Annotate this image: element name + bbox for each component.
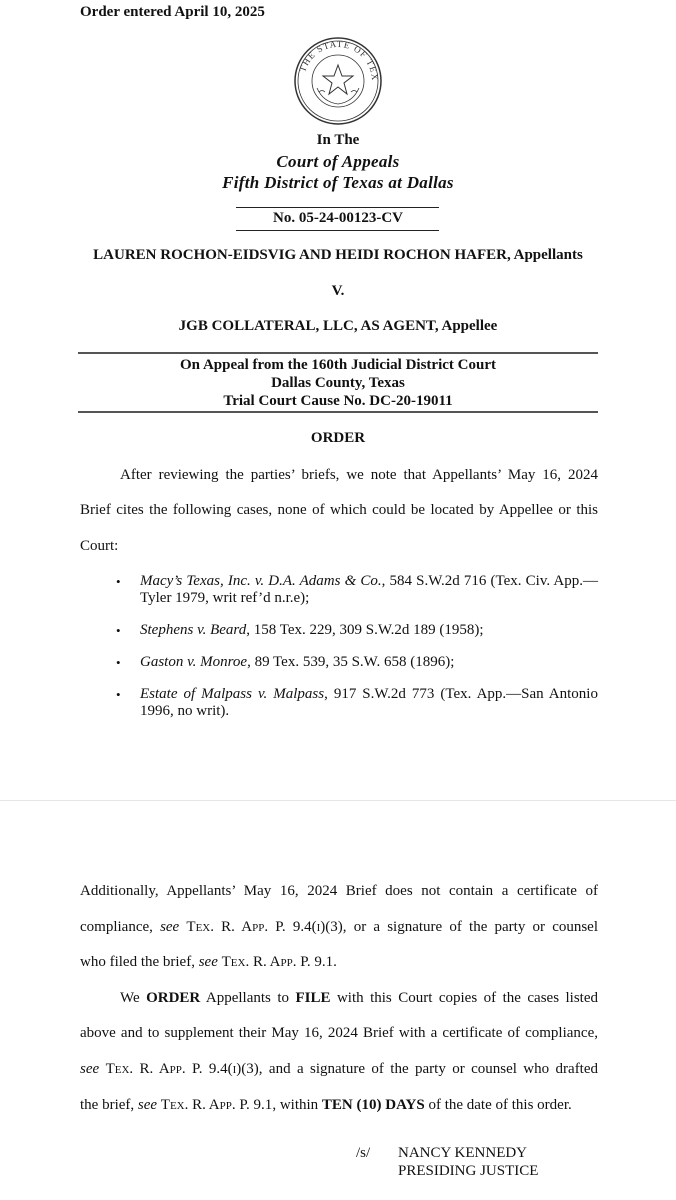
case-item: Macy’s Texas, Inc. v. D.A. Adams & Co., 584 S.W.2d 716 (Tex. Civ. App.—Tyler 1979, writ ref’d n.r.e); — [140, 573, 598, 606]
appellee-line: JGB COLLATERAL, LLC, AS AGENT, Appellee — [178, 318, 498, 334]
para3-line3: see Tex. R. App. P. 9.4(i)(3), and a signature of the party or counsel who drafted — [80, 1061, 599, 1077]
court-district: Fifth District of Texas at Dallas — [222, 173, 454, 192]
caseno-top-rule — [236, 207, 439, 208]
para3-line1: We ORDER Appellants to FILE with this Court copies of the cases listed — [120, 990, 598, 1006]
order-title: ORDER — [310, 430, 366, 446]
para3-line2: above and to supplement their May 16, 2024 Brief with a certificate of compliance, — [80, 1025, 598, 1041]
caseno-bottom-rule — [236, 230, 439, 231]
appeal-cause-line: Trial Court Cause No. DC-20-19011 — [223, 393, 453, 409]
versus-line: V. — [331, 283, 345, 299]
case-number: No. 05-24-00123-CV — [273, 210, 403, 226]
appeal-bottom-rule — [78, 411, 598, 413]
order-entered-date: Order entered April 10, 2025 — [80, 4, 265, 20]
svg-text:THE STATE OF TEXAS — [293, 36, 380, 82]
case-item: Estate of Malpass v. Malpass, 917 S.W.2d 773 (Tex. App.—San Antonio 1996, no writ). — [140, 686, 598, 719]
bullet-icon: • — [116, 655, 121, 670]
page-break — [0, 800, 676, 801]
para1-line3: Court: — [80, 538, 119, 554]
justice-title: PRESIDING JUSTICE — [398, 1163, 539, 1179]
para1-line1: After reviewing the parties’ briefs, we note that Appellants’ May 16, 2024 — [120, 467, 598, 483]
seal-label: THE STATE OF TEX — [297, 38, 381, 82]
para3-line4: the brief, see Tex. R. App. P. 9.1, within TEN (10) DAYS of the date of this order. — [80, 1097, 572, 1113]
para2-line2: compliance, see Tex. R. App. P. 9.4(i)(3), or a signature of the party or counsel — [80, 919, 599, 935]
bullet-icon: • — [116, 623, 121, 638]
texas-state-seal-icon — [293, 36, 383, 126]
appellants-line: LAUREN ROCHON-EIDSVIG AND HEIDI ROCHON HAFER, Appellants — [93, 247, 583, 263]
signature-mark: /s/ — [356, 1145, 371, 1161]
case-item: Stephens v. Beard, 158 Tex. 229, 309 S.W.2d 189 (1958); — [140, 622, 484, 638]
appeal-court-line: On Appeal from the 160th Judicial District Court — [180, 357, 496, 373]
in-the-heading: In The — [316, 132, 360, 148]
court-name: Court of Appeals — [276, 152, 400, 171]
bullet-icon: • — [116, 687, 121, 702]
para2-line3: who filed the brief, see Tex. R. App. P. 9.1. — [80, 954, 337, 970]
bullet-icon: • — [116, 574, 121, 589]
para2-line1: Additionally, Appellants’ May 16, 2024 Brief does not contain a certificate of — [80, 883, 598, 899]
appeal-top-rule — [78, 352, 598, 354]
appeal-county-line: Dallas County, Texas — [271, 375, 405, 391]
justice-name: NANCY KENNEDY — [398, 1145, 528, 1161]
case-item: Gaston v. Monroe, 89 Tex. 539, 35 S.W. 658 (1896); — [140, 654, 455, 670]
para1-line2: Brief cites the following cases, none of which could be located by Appellee or this — [80, 502, 598, 518]
